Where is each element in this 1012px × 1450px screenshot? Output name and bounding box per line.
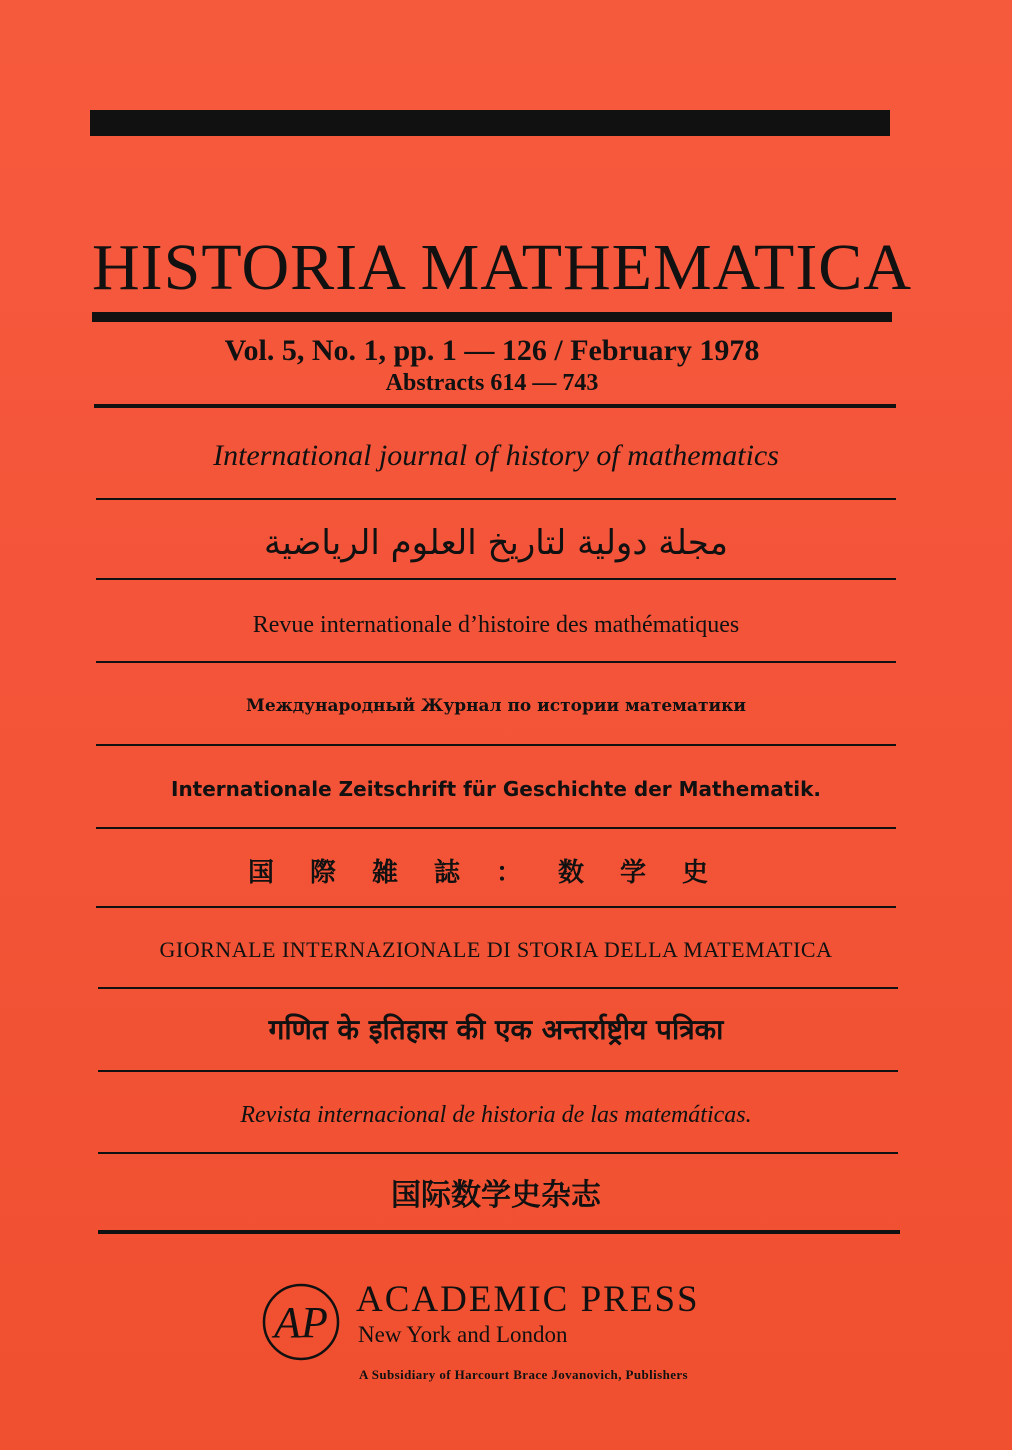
divider-4 bbox=[96, 744, 896, 746]
logo-monogram: AP bbox=[274, 1298, 328, 1347]
publisher-location: New York and London bbox=[358, 1322, 568, 1347]
divider-7 bbox=[98, 987, 898, 989]
academic-press-logo-icon bbox=[262, 1283, 340, 1361]
subtitle-english: International journal of history of mathematics bbox=[213, 439, 779, 472]
publisher-subsidiary: A Subsidiary of Harcourt Brace Jovanovich, Publishers bbox=[359, 1367, 689, 1382]
footer-divider bbox=[98, 1230, 900, 1234]
subtitle-french: Revue internationale d’histoire des mathématiques bbox=[252, 612, 740, 638]
title-underline bbox=[92, 312, 892, 322]
divider-3 bbox=[96, 661, 896, 663]
subtitle-chinese: 国际数学史杂志 bbox=[391, 1178, 601, 1213]
divider-5 bbox=[96, 827, 896, 829]
top-thick-bar bbox=[90, 110, 890, 136]
subtitle-spanish: Revista internacional de historia de las matemáticas. bbox=[240, 1102, 752, 1128]
subtitle-russian: Международный Журнал по истории математики bbox=[246, 696, 746, 716]
subtitle-hindi: गणित के इतिहास की एक अन्तर्राष्ट्रीय पत्रिका bbox=[268, 1013, 724, 1046]
subtitle-arabic: مجلة دولية لتاريخ العلوم الرياضية bbox=[264, 523, 728, 563]
abstracts-line: Abstracts 614 — 743 bbox=[385, 370, 599, 396]
divider-9 bbox=[98, 1152, 898, 1154]
divider-6 bbox=[96, 906, 896, 908]
subtitle-italian: GIORNALE INTERNAZIONALE DI STORIA DELLA MATEMATICA bbox=[159, 937, 833, 962]
journal-title: HISTORIA MATHEMATICA bbox=[92, 231, 912, 304]
volume-line: Vol. 5, No. 1, pp. 1 — 126 / February 1978 bbox=[224, 334, 760, 367]
header-divider bbox=[94, 404, 896, 408]
divider-2 bbox=[96, 578, 896, 580]
publisher-name: ACADEMIC PRESS bbox=[356, 1279, 700, 1320]
divider-1 bbox=[96, 498, 896, 500]
subtitle-german: Internationale Zeitschrift für Geschichte der Mathematik. bbox=[171, 777, 821, 801]
subtitle-japanese: 国際雑誌：数学史 bbox=[247, 858, 744, 888]
divider-8 bbox=[98, 1070, 898, 1072]
